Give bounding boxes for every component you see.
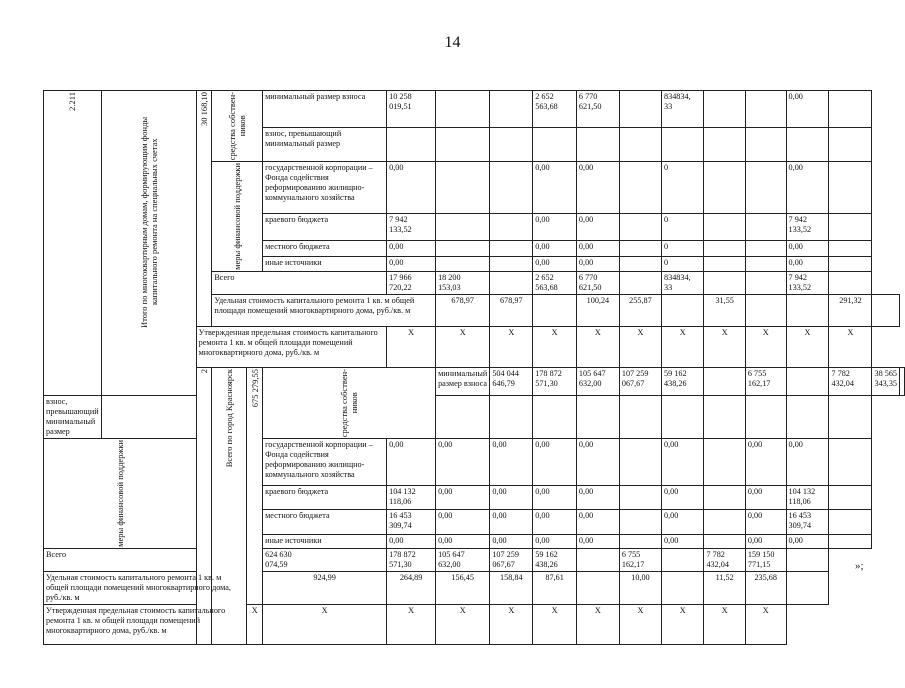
value-cell (662, 396, 704, 439)
value-cell: 10 258 019,51 (387, 91, 436, 128)
value-cell: 0,00 (490, 439, 533, 485)
row-label: государственной корпорации – Фонда содействия реформированию жилищно-коммунального хозяйства (263, 439, 387, 485)
value-cell: 0,00 (533, 256, 577, 272)
value-cell (619, 256, 661, 272)
value-cell (829, 128, 872, 162)
row-label: иные источники (263, 256, 387, 272)
table-row (44, 605, 905, 645)
value-cell (704, 162, 745, 213)
section-area-text: 675 279,55 (249, 369, 260, 408)
value-cell (745, 162, 786, 213)
value-cell: Х (533, 605, 577, 645)
value-cell (490, 91, 533, 128)
value-cell (619, 162, 661, 213)
value-cell: 235,68 (745, 572, 786, 605)
value-cell (436, 256, 490, 272)
value-cell (704, 128, 745, 162)
unit-cost-label: Удельная стоимость капитального ремонта 1 кв. м общей площади помещений многоквартирного дома, руб./кв. м (44, 572, 247, 605)
page-number: 14 (444, 34, 461, 51)
value-cell: 0,00 (533, 485, 577, 510)
table-row (44, 549, 905, 572)
value-cell: 504 044 646,79 (490, 368, 533, 396)
value-cell (490, 213, 533, 240)
value-cell (619, 510, 661, 535)
value-cell: 834834, 33 (662, 91, 704, 128)
value-cell (704, 91, 745, 128)
value-cell: 178 872 571,30 (533, 368, 577, 396)
value-cell: 0,00 (662, 439, 704, 485)
value-cell: 0,00 (436, 439, 490, 485)
value-cell (619, 241, 661, 257)
row-label: взнос, превышающий минимальный размер (263, 128, 387, 162)
value-cell (662, 572, 704, 605)
section-area-text: 30 168,10 (198, 92, 209, 126)
value-cell: 178 872 571,30 (387, 549, 436, 572)
total-label: Всего (44, 549, 212, 572)
value-cell (704, 368, 745, 396)
value-cell (704, 241, 745, 257)
value-cell: Х (263, 605, 387, 645)
value-cell: 264,89 (387, 572, 436, 605)
table-row (44, 396, 905, 439)
row-label: краевого бюджета (263, 485, 387, 510)
value-cell: 0,00 (576, 162, 619, 213)
value-cell: 924,99 (263, 572, 387, 605)
value-cell: Х (387, 327, 436, 368)
value-cell: 0,00 (786, 256, 829, 272)
value-cell (829, 91, 872, 128)
value-cell: 156,45 (436, 572, 490, 605)
value-cell: 107 259 067,67 (619, 368, 661, 396)
value-cell: 0,00 (387, 241, 436, 257)
value-cell: Х (786, 327, 829, 368)
value-cell (533, 396, 577, 439)
value-cell: 0,00 (576, 256, 619, 272)
value-cell: 0,00 (576, 485, 619, 510)
table-row (44, 91, 905, 128)
value-cell (619, 272, 661, 295)
value-cell: 0,00 (745, 510, 786, 535)
value-cell (436, 91, 490, 128)
value-cell (704, 213, 745, 240)
value-cell: 0,00 (436, 535, 490, 549)
table-row (44, 572, 905, 605)
value-cell: 17 966 720,22 (387, 272, 436, 295)
value-cell: 18 200 153,03 (436, 272, 490, 295)
value-cell: 291,32 (829, 295, 872, 327)
value-cell (662, 549, 704, 572)
value-cell (829, 213, 872, 240)
value-cell (829, 256, 872, 272)
value-cell: 0,00 (576, 213, 619, 240)
value-cell: 6 770 621,50 (576, 272, 619, 295)
value-cell: 158,84 (490, 572, 533, 605)
value-cell: Х (436, 605, 490, 645)
section-title-text: Итого по многоквартирным домам, формирующим фонды капитального ремонта на специальных счетах (138, 116, 159, 328)
value-cell: 107 259 067,67 (490, 549, 533, 572)
section-area (196, 91, 212, 327)
value-cell: 0,00 (490, 485, 533, 510)
value-cell: 0,00 (786, 535, 829, 549)
value-cell: 0 (662, 241, 704, 257)
value-cell: 7 942 133,52 (786, 272, 829, 295)
value-cell: 104 132 118,06 (786, 485, 829, 510)
value-cell: 0,00 (387, 256, 436, 272)
limit-cost-label: Утвержденная предельная стоимость капитального ремонта 1 кв. м общей площади помещений многоквартирного дома, руб./кв. м (44, 605, 247, 645)
value-cell: 159 150 771,15 (745, 549, 786, 572)
value-cell: 624 630 074,59 (263, 549, 387, 572)
support-measures-group-text: меры финансовой поддержки (114, 440, 125, 548)
row-label: местного бюджета (263, 241, 387, 257)
value-cell (704, 272, 745, 295)
value-cell (745, 91, 786, 128)
value-cell: 59 162 438,26 (533, 549, 577, 572)
owner-funds-group (263, 368, 436, 439)
value-cell: 0,00 (436, 510, 490, 535)
value-cell (576, 128, 619, 162)
unit-cost-label: Удельная стоимость капитального ремонта 1 кв. м общей площади помещений многоквартирного дома, руб./кв. м (212, 295, 436, 327)
value-cell (745, 241, 786, 257)
value-cell (619, 91, 661, 128)
value-cell: 0,00 (745, 535, 786, 549)
section-number-text: 2 (198, 369, 209, 374)
value-cell (786, 549, 829, 572)
support-measures-group-text: меры финансовой поддержки (232, 163, 243, 271)
value-cell (704, 485, 745, 510)
value-cell (786, 396, 829, 439)
value-cell (619, 485, 661, 510)
value-cell: 0 (662, 213, 704, 240)
value-cell (533, 295, 577, 327)
value-cell (829, 396, 872, 439)
value-cell: 0 (662, 162, 704, 213)
value-cell (829, 162, 872, 213)
value-cell (786, 368, 829, 396)
value-cell: Х (662, 605, 704, 645)
section-number-text: 2.211 (67, 92, 78, 111)
value-cell (576, 396, 619, 439)
value-cell: 0,00 (662, 510, 704, 535)
value-cell: Х (745, 327, 786, 368)
value-cell (490, 256, 533, 272)
value-cell: Х (745, 605, 786, 645)
value-cell: 0,00 (533, 510, 577, 535)
value-cell: 0,00 (576, 535, 619, 549)
row-label: иные источники (263, 535, 387, 549)
value-cell (662, 128, 704, 162)
value-cell (533, 128, 577, 162)
value-cell (101, 396, 196, 439)
value-cell: 0,00 (786, 162, 829, 213)
value-cell: 0,00 (387, 439, 436, 485)
repair-cost-table (43, 90, 905, 645)
value-cell (829, 272, 872, 295)
section-area (247, 368, 263, 605)
value-cell: 0,00 (786, 439, 829, 485)
value-cell (387, 128, 436, 162)
value-cell (786, 572, 829, 605)
value-cell: 0,00 (533, 535, 577, 549)
trailing-mark: »; (855, 560, 864, 572)
value-cell: Х (247, 605, 263, 645)
value-cell: 7 942 133,52 (786, 213, 829, 240)
value-cell: 6 770 621,50 (576, 91, 619, 128)
value-cell: Х (490, 327, 533, 368)
value-cell: 2 652 563,68 (533, 272, 577, 295)
value-cell: 0,00 (533, 241, 577, 257)
value-cell (619, 535, 661, 549)
value-cell: 7 782 432,04 (829, 368, 872, 396)
value-cell (704, 535, 745, 549)
row-label: взнос, превышающий минимальный размер (44, 396, 102, 439)
value-cell: 16 453 309,74 (387, 510, 436, 535)
value-cell: 0,00 (576, 241, 619, 257)
row-label: минимальный размер взноса (436, 368, 490, 396)
value-cell: 0,00 (387, 535, 436, 549)
value-cell (704, 439, 745, 485)
value-cell: 59 162 438,26 (662, 368, 704, 396)
value-cell (900, 368, 905, 396)
value-cell: Х (704, 605, 745, 645)
owner-funds-group-text: средства собствен- ников (227, 92, 248, 161)
section-number (44, 91, 102, 396)
value-cell: Х (387, 605, 436, 645)
value-cell: 0,00 (387, 162, 436, 213)
value-cell (490, 128, 533, 162)
value-cell: 0,00 (576, 439, 619, 485)
value-cell (436, 241, 490, 257)
value-cell: 0,00 (745, 485, 786, 510)
value-cell: 31,55 (704, 295, 745, 327)
value-cell (829, 439, 872, 485)
support-measures-group (44, 439, 197, 549)
value-cell: Х (576, 605, 619, 645)
value-cell: 0,00 (662, 485, 704, 510)
value-cell: Х (533, 327, 577, 368)
value-cell: 0,00 (576, 510, 619, 535)
value-cell: 0,00 (436, 485, 490, 510)
value-cell: Х (436, 327, 490, 368)
limit-cost-label: Утвержденная предельная стоимость капитального ремонта 1 кв. м общей площади помещений многоквартирного дома, руб./кв. м (196, 327, 387, 368)
row-label: краевого бюджета (263, 213, 387, 240)
value-cell (745, 128, 786, 162)
value-cell: 0,00 (786, 241, 829, 257)
value-cell: 6 755 162,17 (619, 549, 661, 572)
value-cell (829, 510, 872, 535)
value-cell (619, 128, 661, 162)
value-cell: 0 (662, 256, 704, 272)
value-cell: 104 132 118,06 (387, 485, 436, 510)
value-cell: 678,97 (436, 295, 490, 327)
value-cell: 834834, 33 (662, 272, 704, 295)
value-cell: 255,87 (619, 295, 661, 327)
value-cell (436, 128, 490, 162)
value-cell: 0,00 (533, 162, 577, 213)
value-cell: 0,00 (662, 535, 704, 549)
total-label: Всего (212, 272, 387, 295)
value-cell: Х (619, 327, 661, 368)
value-cell (745, 396, 786, 439)
value-cell (786, 295, 829, 327)
value-cell: 7 942 133,52 (387, 213, 436, 240)
section-title (101, 91, 196, 396)
value-cell (436, 396, 490, 439)
value-cell: 0,00 (533, 213, 577, 240)
value-cell (619, 439, 661, 485)
table-row (44, 439, 905, 485)
value-cell: 0,00 (490, 535, 533, 549)
value-cell (872, 295, 900, 327)
value-cell (829, 535, 872, 549)
value-cell (745, 256, 786, 272)
value-cell (745, 295, 786, 327)
value-cell (662, 295, 704, 327)
value-cell: 10,00 (619, 572, 661, 605)
value-cell: 105 647 632,00 (436, 549, 490, 572)
value-cell (745, 272, 786, 295)
value-cell (704, 510, 745, 535)
value-cell: 38 565 343,35 (872, 368, 900, 396)
value-cell (436, 213, 490, 240)
value-cell (704, 396, 745, 439)
value-cell: Х (576, 327, 619, 368)
value-cell: Х (662, 327, 704, 368)
value-cell: 7 782 432,04 (704, 549, 745, 572)
row-label: местного бюджета (263, 510, 387, 535)
owner-funds-group-text: средства собствен- ников (339, 369, 360, 438)
row-label: государственной корпорации – Фонда содействия реформированию жилищно-коммунального хозяйства (263, 162, 387, 213)
value-cell (490, 241, 533, 257)
value-cell (619, 213, 661, 240)
value-cell (490, 162, 533, 213)
value-cell (576, 572, 619, 605)
value-cell: 16 453 309,74 (786, 510, 829, 535)
value-cell: Х (829, 327, 872, 368)
value-cell: 87,61 (533, 572, 577, 605)
value-cell: 0,00 (786, 91, 829, 128)
value-cell (436, 162, 490, 213)
support-measures-group (212, 162, 263, 272)
value-cell: 11,52 (704, 572, 745, 605)
section-title-text: Всего по город Красноярск (224, 369, 235, 468)
value-cell: 678,97 (490, 295, 533, 327)
value-cell: Х (490, 605, 533, 645)
value-cell (786, 128, 829, 162)
value-cell (576, 549, 619, 572)
owner-funds-group (212, 91, 263, 162)
value-cell (745, 213, 786, 240)
value-cell (829, 485, 872, 510)
value-cell (619, 396, 661, 439)
value-cell: 2 652 563,68 (533, 91, 577, 128)
value-cell (704, 256, 745, 272)
value-cell: Х (619, 605, 661, 645)
row-label: минимальный размер взноса (263, 91, 387, 128)
value-cell: 0,00 (745, 439, 786, 485)
value-cell (490, 396, 533, 439)
value-cell: 105 647 632,00 (576, 368, 619, 396)
value-cell: 0,00 (490, 510, 533, 535)
value-cell (829, 241, 872, 257)
value-cell: 0,00 (533, 439, 577, 485)
value-cell (490, 272, 533, 295)
value-cell: 100,24 (576, 295, 619, 327)
value-cell: Х (704, 327, 745, 368)
value-cell: 6 755 162,17 (745, 368, 786, 396)
